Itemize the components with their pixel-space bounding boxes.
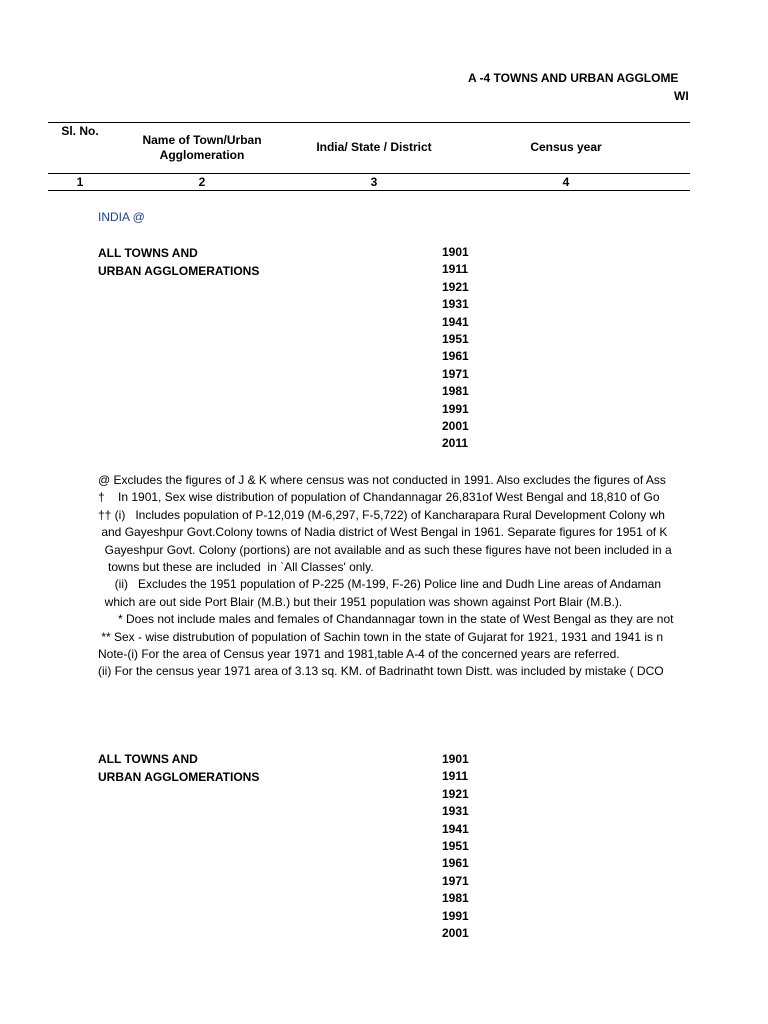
table-subtitle: WI [674, 89, 689, 103]
footnotes [98, 472, 673, 681]
group-label [98, 244, 259, 280]
census-year: 1931 [442, 804, 469, 819]
footnote-line: @ Excludes the figures of J & K where census was not conducted in 1991. Also excludes the figures of Ass [98, 473, 666, 487]
census-year: 1961 [442, 856, 469, 871]
col-number-1: 1 [76, 175, 84, 189]
footnote-line: * Does not include males and females of Chandannagar town in the state of West Bengal as they are not [98, 612, 674, 627]
census-year: 1971 [442, 366, 469, 381]
col-header-census-year: Census year [530, 140, 602, 154]
group-label-line-1: ALL TOWNS AND [98, 752, 198, 766]
census-year: 1961 [442, 349, 469, 364]
header-top-rule [48, 122, 690, 123]
footnote-line: ** Sex - wise distrubution of population of Sachin town in the state of Gujarat for 1921, 1931 and 1941 is n [98, 629, 664, 644]
census-year: 1931 [442, 297, 469, 312]
col-number-2: 2 [198, 175, 206, 189]
census-year-list [442, 244, 469, 453]
footnote-line: † In 1901, Sex wise distribution of population of Chandannagar 26,831of West Bengal and 18,810 of Go [98, 490, 660, 505]
group-label-line-2: URBAN AGGLOMERATIONS [98, 770, 260, 784]
census-year: 2001 [442, 419, 469, 434]
census-year: 1921 [442, 786, 469, 801]
footnote-line: towns but these are included in `All Classes' only. [98, 560, 374, 575]
region-label-india: INDIA @ [98, 210, 145, 224]
census-year: 1901 [442, 245, 469, 259]
census-year: 1981 [442, 384, 469, 399]
census-year: 1921 [442, 279, 469, 294]
col-header-sl-no: Sl. No. [61, 124, 99, 138]
footnote-line: (ii) Excludes the 1951 population of P-225 (M-199, F-26) Police line and Dudh Line areas of Andaman [98, 577, 661, 592]
census-year: 2011 [442, 436, 469, 451]
census-year: 1951 [442, 839, 469, 854]
table-title: A -4 TOWNS AND URBAN AGGLOME [468, 71, 679, 85]
footnote-line: which are out side Port Blair (M.B.) but their 1951 population was shown against Port Blair (M.B.). [98, 594, 623, 609]
census-year: 1941 [442, 314, 469, 329]
census-year: 1911 [442, 262, 469, 277]
footnote-line: and Gayeshpur Govt.Colony towns of Nadia district of West Bengal in 1961. Separate figures for 1951 of K [98, 525, 668, 540]
census-year: 1941 [442, 821, 469, 836]
col-header-town-name: Name of Town/Urban Agglomeration [142, 133, 262, 162]
census-year-list [442, 751, 469, 942]
census-year: 1991 [442, 401, 469, 416]
col-number-3: 3 [370, 175, 378, 189]
header-mid-rule [48, 173, 690, 174]
header-bottom-rule [48, 190, 690, 191]
footnote-line: Note-(i) For the area of Census year 1971 and 1981,table A-4 of the concerned years are referred. [98, 647, 620, 662]
group-label [98, 750, 259, 786]
col-header-state-district: India/ State / District [316, 140, 432, 154]
col-number-4: 4 [562, 175, 570, 189]
footnote-line: †† (i) Includes population of P-12,019 (M-6,297, F-5,722) of Kancharapara Rural Development Colony wh [98, 507, 665, 522]
census-year: 1981 [442, 891, 469, 906]
footnote-line: (ii) For the census year 1971 area of 3.13 sq. KM. of Badrinatht town Distt. was included by mistake ( DCO [98, 664, 664, 679]
census-year: 1911 [442, 769, 469, 784]
census-year: 1951 [442, 332, 469, 347]
census-year: 1971 [442, 873, 469, 888]
census-year: 2001 [442, 926, 469, 941]
group-label-line-2: URBAN AGGLOMERATIONS [98, 264, 260, 278]
census-year: 1991 [442, 908, 469, 923]
group-label-line-1: ALL TOWNS AND [98, 246, 198, 260]
footnote-line: Gayeshpur Govt. Colony (portions) are not available and as such these figures have not been included in a [98, 542, 672, 557]
census-year: 1901 [442, 752, 469, 766]
